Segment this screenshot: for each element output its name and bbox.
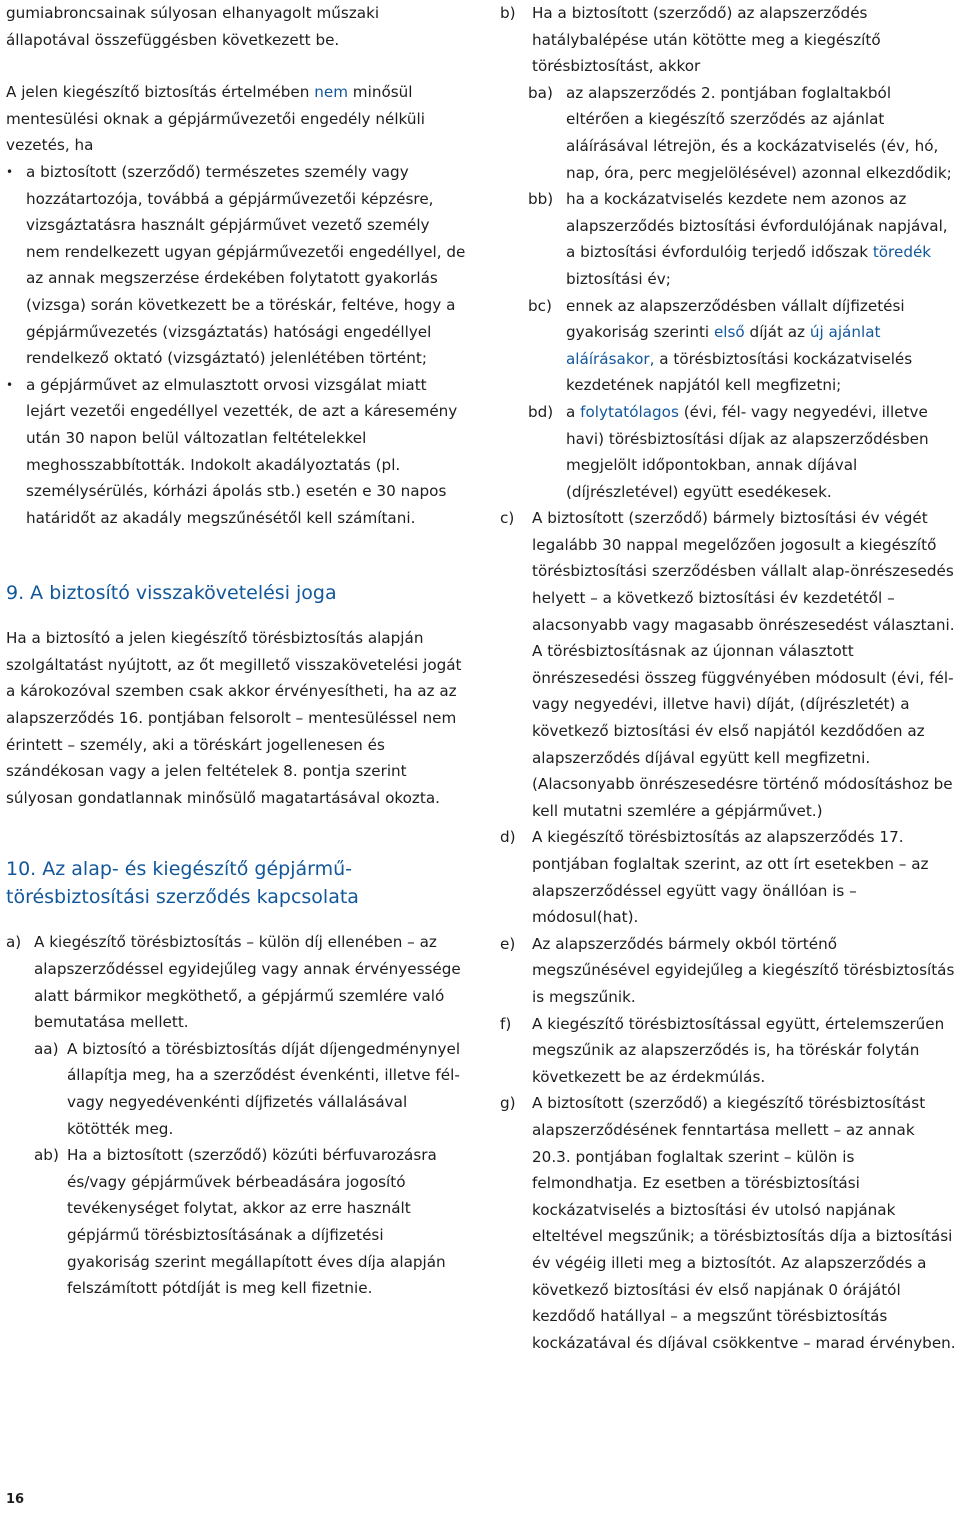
clause-a <box>6 929 466 1035</box>
clause-text: a folytatólagos (évi, fél- vagy negyedévi, illetve havi) törésbiztosítási díjak az alapszerződésben megjelölt időpontokban, annak díjával (díjrészletével) együtt esedékesek. <box>566 402 929 501</box>
clause-aa <box>34 1036 466 1142</box>
clause-b <box>500 0 958 80</box>
clause-text: A kiegészítő törésbiztosítás – külön díj ellenében – az alapszerződéssel egyidejűleg vagy annak érvényessége alatt bármikor megköthető, a gépjármű szemlére való bemutatása mellett. <box>34 933 461 1032</box>
clause-marker: ab) <box>34 1146 59 1165</box>
exemption-paragraph: A jelen kiegészítő biztosítás értelmében nem minősül mentesülési oknak a gépjárművezetői engedély nélküli vezetés, ha <box>6 83 425 155</box>
clause-text: ennek az alapszerződésben vállalt díjfizetési gyakoriság szerinti első díját az új ajánlat aláírásakor, a törésbiztosítási kockázatviselés kezdetének napjától kell megfizetni; <box>566 296 913 395</box>
clause-text: A kiegészítő törésbiztosítással együtt, értelemszerűen megszűnik az alapszerződés is, ha töréskár folytán következett be az érdekmúlás. <box>532 1014 945 1086</box>
clause-g <box>500 1090 958 1356</box>
section-9-body: Ha a biztosító a jelen kiegészítő törésbiztosítás alapján szolgáltatást nyújtott, az őt megillető visszakövetelési jogát a károkozóval szemben csak akkor érvényesítheti, ha az az alapszerződés 16. pontjában felsorolt – mentesüléssel nem érintett – személy, aki a töréskárt jogellenesen és szándékosan vagy a jelen feltételek 8. pontja szerint súlyosan gondatlannak minősülő magatartásával okozta. <box>6 629 462 807</box>
clause-marker: e) <box>500 934 516 953</box>
clause-marker: bc) <box>528 296 552 315</box>
emphasis-uj-ajanlat: új ajánlat aláírásakor, <box>566 323 881 368</box>
clause-bc <box>528 293 958 399</box>
section-10-heading: 10. Az alap- és kiegészítő gépjármű-törésbiztosítási szerződés kapcsolata <box>6 858 359 909</box>
clause-ba <box>528 80 958 186</box>
clause-d <box>500 824 958 930</box>
emphasis-toredek: töredék <box>872 243 932 262</box>
clause-marker: c) <box>500 509 515 528</box>
emphasis-folytatolagos: folytatólagos <box>580 402 679 421</box>
clause-f <box>500 1011 958 1091</box>
clause-marker: f) <box>500 1014 512 1033</box>
clause-text: A biztosító a törésbiztosítás díját díjengedménynyel állapítja meg, ha a szerződést évenkénti, illetve fél- vagy negyedévenkénti díjfizetés vállalásával kötötték meg. <box>67 1039 461 1138</box>
clause-marker: b) <box>500 4 516 22</box>
clause-marker: ba) <box>528 83 553 102</box>
emphasis-elso: első <box>713 323 745 342</box>
clause-ab <box>34 1142 466 1302</box>
list-item: • a biztosított (szerződő) természetes személy vagy hozzátartozója, továbbá a gépjárművezetői képzésre, vizsgáztatásra használt gépjárművet vezető személy nem rendelkezett ugyan gépjárművezetői engedéllyel, de az annak megszerzése érdekében folytatott gyakorlás (vizsga) során következett be a töréskár, feltéve, hogy a gépjárművezetés (vizsgáztatás) hatósági engedéllyel rendelkező oktató (vizsgáztató) jelenlétében történt; <box>6 159 466 372</box>
clause-text: az alapszerződés 2. pontjában foglaltakból eltérően a kiegészítő szerződés az ajánlat aláírásával létrejön, és a kockázatviselés (év, hó, nap, óra, perc megjelölésével) azonnal elkezdődik; <box>566 83 952 182</box>
clause-text: A biztosított (szerződő) a kiegészítő törésbiztosítást alapszerződésének fenntartása mellett – az annak 20.3. pontjában foglaltak szerint – külön is felmondhatja. Ez esetben a törésbiztosítási kockázatviselés a biztosítási év utolsó napjának elteltével megszűnik; a törésbiztosítás díja a biztosítási év végéig illeti meg a biztosítót. Az alapszerződés a következő biztosítási év első napjának 0 órájától kezdődő hatállyal – a megszűnt törésbiztosítás kockázatával és díjával csökkentve – marad érvényben. <box>532 1094 956 1352</box>
page-number: 16 <box>6 1492 25 1507</box>
clause-text: ha a kockázatviselés kezdete nem azonos az alapszerződés biztosítási évfordulójának napjával, a biztosítási évfordulóig terjedő időszak töredék biztosítási év; <box>566 190 948 288</box>
clause-text: Ha a biztosított (szerződő) az alapszerződés hatálybalépése után kötötte meg a kiegészítő törésbiztosítást, akkor <box>532 4 881 76</box>
clause-marker: g) <box>500 1094 516 1113</box>
clause-text: Az alapszerződés bármely okból történő megszűnésével egyidejűleg a kiegészítő törésbiztosítás is megszűnik. <box>532 934 955 1006</box>
clause-c <box>500 505 958 824</box>
clause-bb <box>528 186 958 292</box>
clause-marker: bb) <box>528 190 554 209</box>
clause-marker: d) <box>500 828 516 847</box>
clause-bd <box>528 399 958 505</box>
clause-e <box>500 931 958 1011</box>
clause-marker: a) <box>6 933 22 952</box>
clause-text: A kiegészítő törésbiztosítás az alapszerződés 17. pontjában foglaltak szerint, az ott írt esetekben – az alapszerződéssel együtt vagy önállóan is – módosul(hat). <box>532 828 929 927</box>
clause-marker: aa) <box>34 1039 59 1058</box>
right-column <box>500 0 958 1356</box>
emphasis-nem: nem <box>314 83 348 102</box>
exemption-bullet-list <box>6 159 466 531</box>
intro-continuation: gumiabroncsainak súlyosan elhanyagolt műszaki állapotával összefüggésben következett be. <box>6 4 380 49</box>
left-column <box>6 0 466 1302</box>
section-9-heading: 9. A biztosító visszakövetelési joga <box>6 582 337 605</box>
clause-text: A biztosított (szerződő) bármely biztosítási év végét legalább 30 nappal megelőzően jogosult a kiegészítő törésbiztosítási szerződésben vállalt alap-önrészesedés helyett – a következő biztosítási év kezdetétől – alacsonyabb vagy magasabb önrészesedést választani. A törésbiztosításnak az újonnan választott önrészesedési összeg függvényében módosult (évi, fél- vagy negyedévi, illetve havi) díját, (díjrészletét) a következő biztosítási év első napjától kezdődően az alapszerződés díjával együtt kell megfizetni. (Alacsonyabb önrészesedésre történő módosításhoz be kell mutatni szemlére a gépjárművet.) <box>532 509 955 820</box>
list-item: • a gépjárművet az elmulasztott orvosi vizsgálat miatt lejárt vezetői engedéllyel vezették, de azt a káresemény után 30 napon belül változatlan feltételekkel meghosszabbították. Indokolt akadályoztatás (pl. személysérülés, kórházi ápolás stb.) esetén e 30 napos határidőt az akadály megszűnésétől kell számítani. <box>6 372 466 532</box>
clause-marker: bd) <box>528 402 554 421</box>
clause-text: Ha a biztosított (szerződő) közúti bérfuvarozásra és/vagy gépjárművek bérbeadására jogosító tevékenységet folytat, akkor az erre használt gépjármű törésbiztosításának a díjfizetési gyakoriság szerint megállapított éves díja alapján felszámított pótdíját is meg kell fizetnie. <box>67 1146 446 1298</box>
